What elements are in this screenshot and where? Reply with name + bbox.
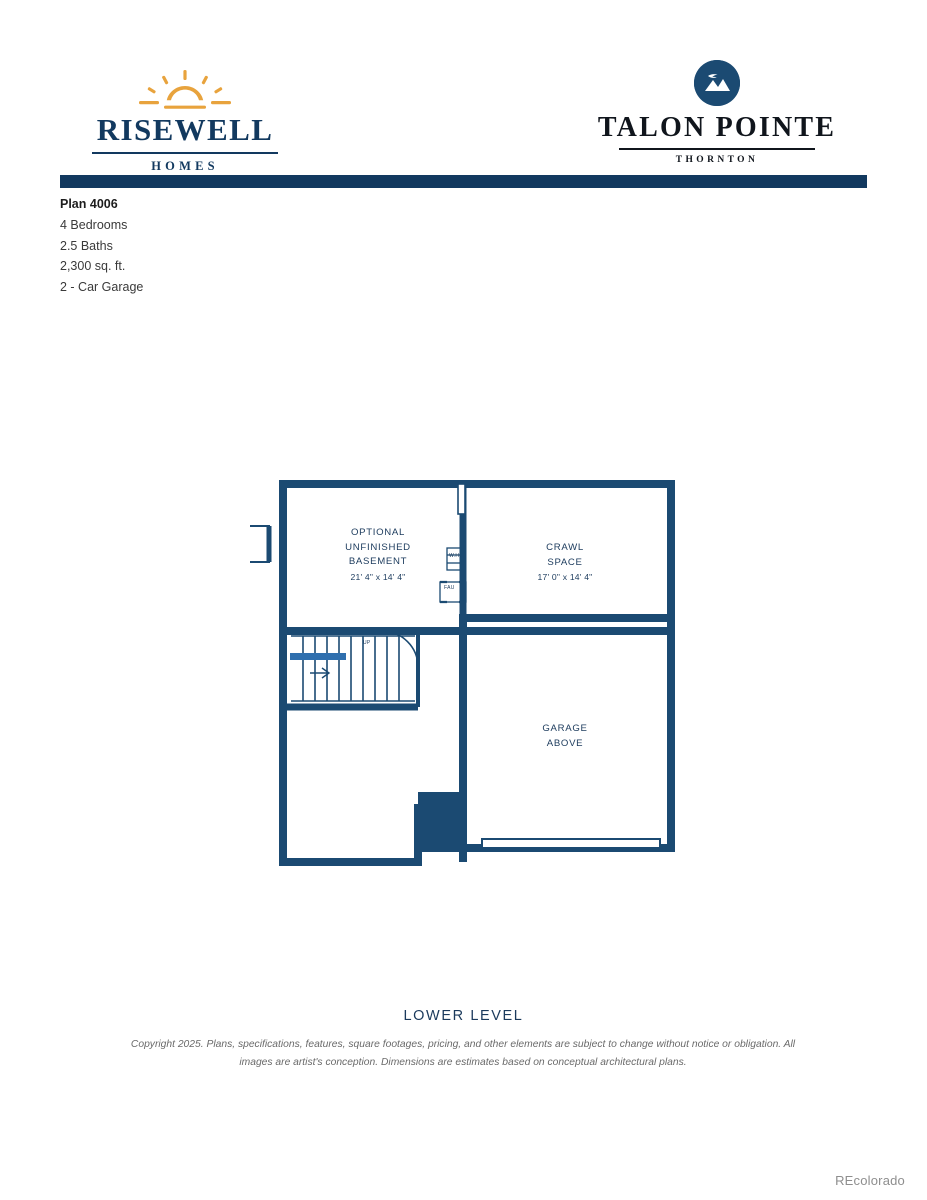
risewell-divider [92,152,278,154]
disclaimer [113,1036,813,1072]
water-heater-label: W.H. [449,553,462,559]
document-header [60,60,867,180]
room-label-optional-unfinished-basement: OPTIONAL UNFINISHED BASEMENT 21' 4" x 14' 4" [345,527,411,582]
plan-title: Plan 4006 [60,197,118,211]
room-label-garage-above: GARAGE ABOVE [542,723,588,749]
talon-pointe-city: THORNTON [675,155,759,165]
plan-bedrooms: 4 Bedrooms [60,217,128,232]
room-label-crawl-space: CRAWL SPACE 17' 0" x 14' 4" [537,542,593,582]
plan-garage: 2 - Car Garage [60,280,144,295]
mountain-bird-badge-icon [694,60,740,106]
plan-baths: 2.5 Baths [60,238,113,253]
floorplan-drawing [250,470,690,880]
recolorado-watermark: REcolorado [835,1173,905,1188]
disclaimer-line-2: obligation. All images are artist's conception. Dimensions are estimates based on conceptual architectural plans. [239,1039,796,1068]
plan-facts [60,194,143,298]
level-title: LOWER LEVEL [403,1008,524,1024]
talon-pointe-logo [567,60,867,165]
furnace-label: FAU [444,585,455,591]
talon-pointe-divider [619,148,815,150]
risewell-wordmark: RISEWELL [96,112,274,147]
plan-area: 2,300 sq. ft. [60,259,126,274]
talon-pointe-wordmark: TALON POINTE [597,112,837,143]
risewell-tagline: HOMES [151,159,219,173]
sunrise-icon [125,70,245,112]
header-accent-bar [60,175,867,188]
risewell-logo [60,70,310,174]
stairs-up-label: UP [363,640,371,646]
disclaimer-line-1: Copyright 2025. Plans, specifications, features, square footages, pricing, and other elements are subject to change without notice or [130,1039,732,1050]
